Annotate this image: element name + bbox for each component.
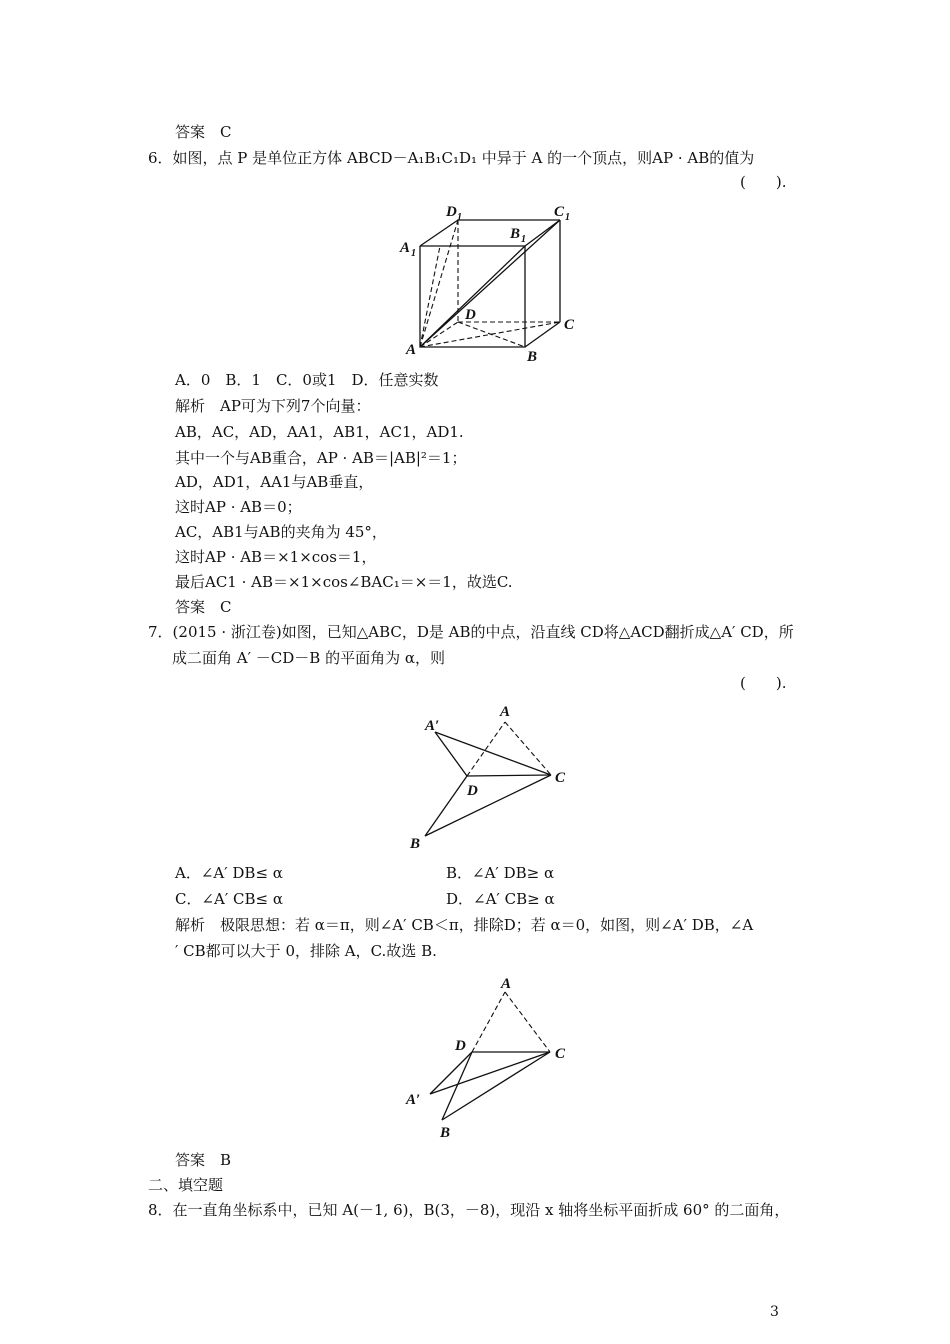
label-A-prime: A′ [406, 1092, 421, 1108]
q6-solution-8: 最后AC1 · AB＝×1×cos∠BAC₁＝×＝1，故选C. [175, 573, 513, 591]
question-7-line-1: 7．(2015 · 浙江卷)如图，已知△ABC，D是 AB的中点，沿直线 CD将△ACD翻折成△A′ CD，所 [148, 623, 794, 641]
label-D: D [465, 307, 476, 323]
answer-5: 答案 C [175, 123, 232, 141]
label-B1-sub: 1 [521, 234, 526, 245]
q7-option-D: D．∠A′ CB≥ α [446, 890, 555, 908]
q7-option-C: C．∠A′ CB≤ α [175, 890, 284, 908]
label-A1-sub: 1 [411, 248, 416, 259]
q6-solution-7: 这时AP · AB＝×1×cos＝1， [175, 548, 377, 566]
q6-solution-6: AC，AB1与AB的夹角为 45°， [175, 523, 387, 541]
fold-figure-2 [400, 970, 580, 1140]
q6-solution-2: AB，AC，AD，AA1，AB1，AC1，AD1. [175, 423, 464, 441]
q7-solution-2: ′ CB都可以大于 0，排除 A，C.故选 B. [175, 942, 437, 960]
page-number: 3 [770, 1304, 779, 1320]
answer-7: 答案 B [175, 1151, 232, 1169]
label-C: C [555, 1046, 566, 1062]
label-A1: A [400, 240, 411, 256]
label-D1: D [446, 204, 457, 220]
label-A: A [500, 704, 511, 720]
q6-solution-3: 其中一个与AB重合，AP · AB＝|AB|²＝1； [175, 449, 467, 467]
label-D1-sub: 1 [457, 212, 462, 223]
label-C: C [564, 317, 575, 333]
question-8: 8．在一直角坐标系中，已知 A(－1, 6)，B(3，－8)，现沿 x 轴将坐标平面折成 60° 的二面角， [148, 1201, 790, 1219]
cube-figure [390, 198, 590, 364]
label-A: A [501, 976, 512, 992]
question-7-paren: ( ). [740, 674, 787, 692]
label-C: C [555, 770, 566, 786]
label-B: B [527, 349, 538, 364]
q6-solution-5: 这时AP · AB＝0； [175, 498, 302, 516]
label-B1: B [510, 226, 521, 242]
q7-option-B: B．∠A′ DB≥ α [446, 864, 555, 882]
q6-solution-1: 解析 AP可为下列7个向量： [175, 397, 371, 415]
label-D: D [455, 1038, 466, 1054]
label-A: A [406, 342, 417, 358]
label-C1-sub: 1 [565, 212, 570, 223]
label-C1: C [554, 204, 565, 220]
section-2-heading: 二、填空题 [148, 1176, 224, 1194]
label-B: B [410, 836, 421, 852]
label-D: D [467, 783, 478, 799]
fold-figure-1 [405, 698, 585, 858]
label-A-prime: A′ [425, 718, 440, 734]
question-7-line-2: 成二面角 A′ －CD－B 的平面角为 α，则 [172, 649, 445, 667]
question-6-paren: ( ). [740, 173, 787, 191]
label-B: B [440, 1125, 451, 1140]
q6-solution-4: AD，AD1，AA1与AB垂直， [175, 473, 374, 491]
question-6: 6．如图，点 P 是单位正方体 ABCD－A₁B₁C₁D₁ 中异于 A 的一个顶点，则AP · AB的值为 [148, 149, 755, 167]
question-6-options: A．0 B．1 C．0或1 D．任意实数 [175, 371, 439, 389]
answer-6: 答案 C [175, 598, 232, 616]
q7-solution-1: 解析 极限思想：若 α＝π，则∠A′ CB＜π，排除D；若 α＝0，如图，则∠A′ DB，∠A [175, 916, 754, 934]
q7-option-A: A．∠A′ DB≤ α [175, 864, 283, 882]
